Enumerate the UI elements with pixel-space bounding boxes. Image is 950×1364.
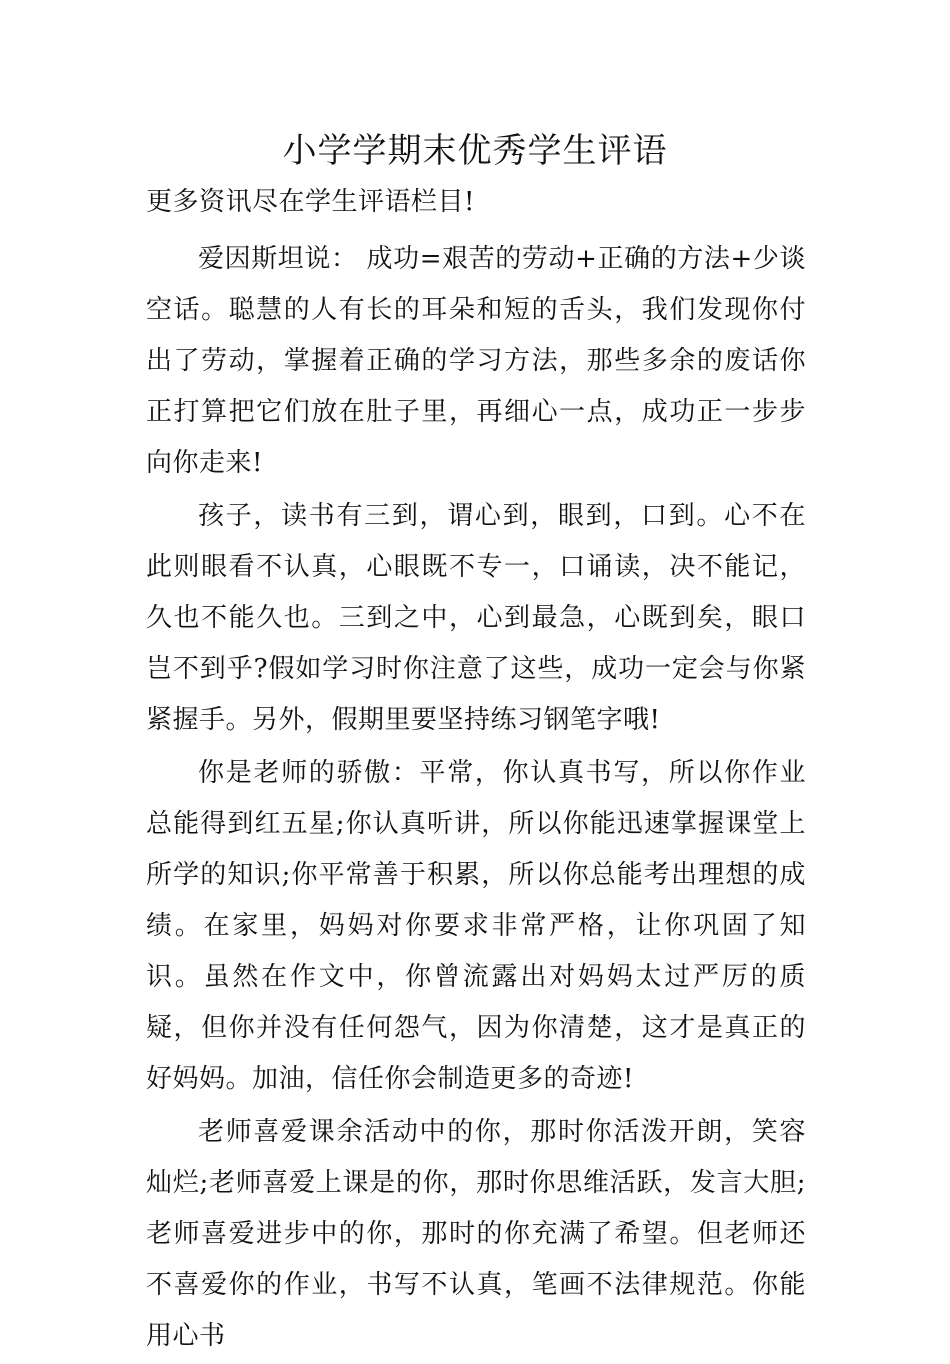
document-title: 小学学期末优秀学生评语 — [282, 131, 668, 171]
document-body — [146, 177, 806, 1364]
paragraph-4: 老师喜爱课余活动中的你，那时你活泼开朗，笑容灿烂;老师喜爱上课是的你，那时你思维活跃，发言大胆;老师喜爱进步中的你，那时的你充满了希望。但老师还不喜爱你的作业，书写不认真，笔画不法律规范。你能用心书 — [146, 1117, 806, 1351]
paragraph-3: 你是老师的骄傲：平常，你认真书写，所以你作业总能得到红五星;你认真听讲，所以你能迅速掌握课堂上所学的知识;你平常善于积累，所以你总能考出理想的成绩。在家里，妈妈对你要求非常严格，让你巩固了知识。虽然在作文中，你曾流露出对妈妈太过严厉的质疑，但你并没有任何怨气，因为你清楚，这才是真正的好妈妈。加油，信任你会制造更多的奇迹! — [146, 758, 806, 1094]
intro-line: 更多资讯尽在学生评语栏目! — [146, 187, 475, 217]
paragraph-2: 孩子，读书有三到，谓心到，眼到，口到。心不在此则眼看不认真，心眼既不专一，口诵读，决不能记，久也不能久也。三到之中，心到最急，心既到矣，眼口岂不到乎?假如学习时你注意了这些，成功一定会与你紧紧握手。另外，假期里要坚持练习钢笔字哦! — [146, 501, 806, 735]
paragraph-1: 爱因斯坦说： 成功=艰苦的劳动+正确的方法+少谈空话。聪慧的人有长的耳朵和短的舌头，我们发现你付出了劳动，掌握着正确的学习方法，那些多余的废话你正打算把它们放在肚子里，再细心一点，成功正一步步向你走来! — [146, 244, 806, 478]
